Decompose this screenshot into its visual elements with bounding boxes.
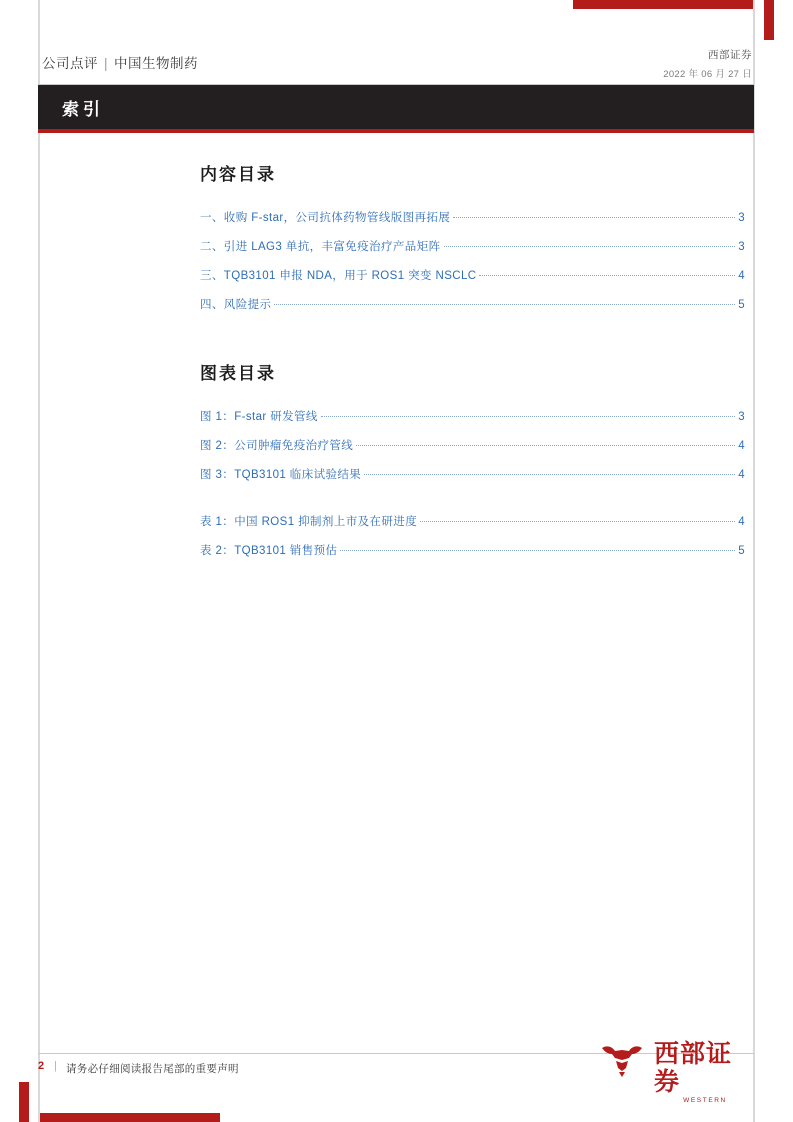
- contents-heading: 内容目录: [200, 165, 276, 184]
- toc-leader-dots: [340, 549, 735, 551]
- bull-logo-icon: [596, 1044, 648, 1078]
- section-title-text: 索引: [62, 100, 104, 119]
- toc-entry-label: 三、TQB3101 申报 NDA，用于 ROS1 突变 NSCLC: [200, 270, 477, 282]
- list-spacer: [200, 489, 745, 507]
- section-title-underline: [38, 129, 754, 133]
- right-margin-rule: [753, 0, 755, 1122]
- header-category: 公司点评: [42, 56, 98, 71]
- section-title-band: [38, 85, 754, 129]
- page-header: [38, 49, 754, 88]
- logo-wordmark: [654, 1040, 756, 1104]
- list-item[interactable]: [200, 261, 745, 290]
- toc-entry-label: 一、收购 F-star，公司抗体药物管线版图再拓展: [200, 212, 451, 224]
- list-item[interactable]: [200, 232, 745, 261]
- top-red-corner-decoration: [764, 0, 774, 40]
- toc-entry-label: 表 1：中国 ROS1 抑制剂上市及在研进度: [200, 516, 418, 528]
- list-item[interactable]: [200, 536, 745, 565]
- toc-entry-label: 图 2：公司肿瘤免疫治疗管线: [200, 440, 354, 452]
- toc-entry-page: 4: [738, 440, 745, 452]
- header-date: 2022 年 06 月 27 日: [663, 69, 752, 80]
- toc-leader-dots: [321, 415, 735, 417]
- toc-entry-label: 四、风险提示: [200, 299, 272, 311]
- toc-leader-dots: [453, 216, 735, 218]
- top-red-bar-decoration: [573, 0, 753, 9]
- toc-leader-dots: [420, 520, 735, 522]
- company-logo: [596, 1040, 756, 1104]
- toc-content: [200, 160, 745, 565]
- list-item[interactable]: [200, 431, 745, 460]
- tables-list: [200, 507, 745, 565]
- page-number: 2: [38, 1060, 45, 1072]
- toc-entry-page: 5: [738, 299, 745, 311]
- toc-entry-label: 二、引进 LAG3 单抗，丰富免疫治疗产品矩阵: [200, 241, 441, 253]
- header-meta: [663, 47, 752, 80]
- footer-separator: |: [54, 1060, 57, 1072]
- toc-entry-page: 4: [738, 516, 745, 528]
- toc-entry-page: 4: [738, 469, 745, 481]
- toc-leader-dots: [364, 473, 735, 475]
- list-item[interactable]: [200, 402, 745, 431]
- bottom-red-corner-decoration: [19, 1082, 29, 1122]
- header-firm-name: 西部证券: [708, 49, 752, 61]
- toc-entry-page: 3: [738, 241, 745, 253]
- contents-list: [200, 203, 745, 319]
- header-divider: |: [104, 56, 109, 71]
- toc-entry-label: 图 3：TQB3101 临床试验结果: [200, 469, 362, 481]
- toc-entry-label: 表 2：TQB3101 销售预估: [200, 545, 338, 557]
- toc-entry-page: 5: [738, 545, 745, 557]
- figures-list: [200, 402, 745, 489]
- toc-entry-page: 3: [738, 212, 745, 224]
- toc-entry-label: 图 1：F-star 研发管线: [200, 411, 318, 423]
- toc-entry-page: 4: [738, 270, 745, 282]
- list-item[interactable]: [200, 290, 745, 319]
- list-item[interactable]: [200, 203, 745, 232]
- toc-leader-dots: [274, 303, 735, 305]
- logo-chinese-name: 西部证券: [654, 1040, 733, 1096]
- figures-heading: 图表目录: [200, 364, 276, 383]
- list-item[interactable]: [200, 460, 745, 489]
- footer-disclaimer: 请务必仔细阅读报告尾部的重要声明: [66, 1063, 239, 1075]
- header-breadcrumb: [42, 52, 198, 72]
- list-item[interactable]: [200, 507, 745, 536]
- header-company: 中国生物制药: [114, 56, 199, 71]
- logo-english-name: WESTERN: [683, 1097, 727, 1104]
- toc-entry-page: 3: [738, 411, 745, 423]
- left-margin-rule: [38, 0, 40, 1122]
- toc-leader-dots: [444, 245, 736, 247]
- toc-leader-dots: [479, 274, 735, 276]
- toc-leader-dots: [356, 444, 735, 446]
- bottom-red-bar-decoration: [40, 1113, 220, 1122]
